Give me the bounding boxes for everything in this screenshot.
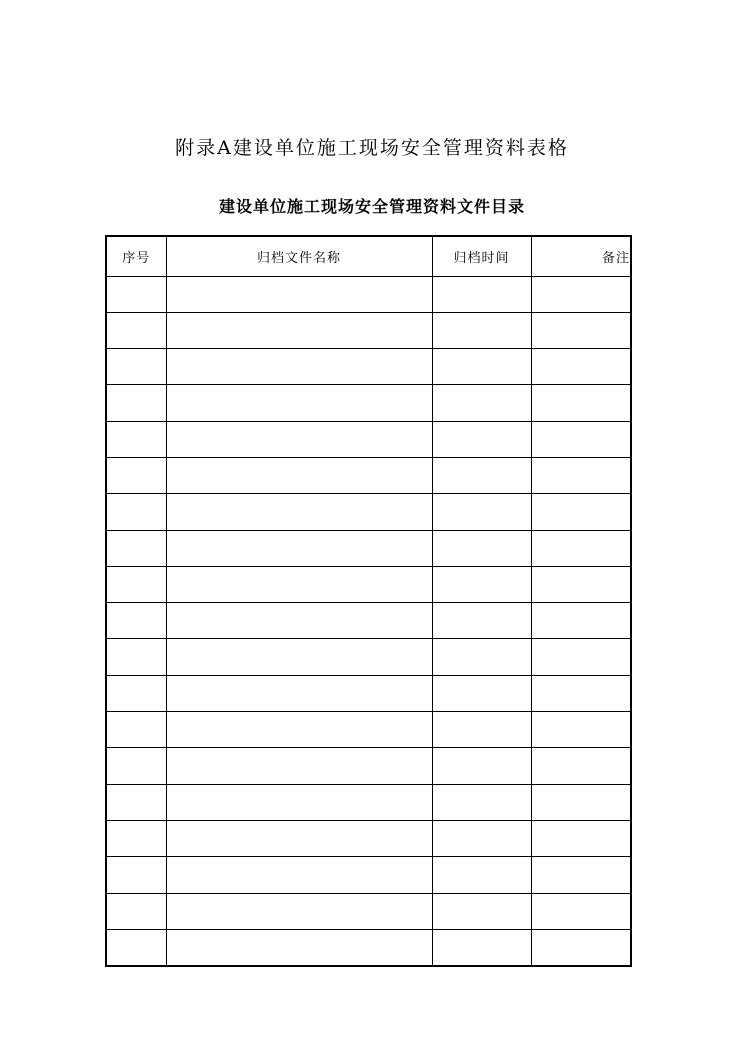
cell-archive-time	[432, 857, 531, 893]
cell-archive-time	[432, 349, 531, 385]
table-row	[106, 748, 631, 784]
table-title: 建设单位施工现场安全管理资料文件目录	[218, 197, 525, 216]
cell-file-name	[166, 385, 432, 421]
cell-remarks	[531, 893, 631, 929]
cell-file-name	[166, 820, 432, 856]
cell-file-name	[166, 784, 432, 820]
cell-file-name	[166, 530, 432, 566]
cell-remarks	[531, 603, 631, 639]
cell-seq	[106, 675, 166, 711]
cell-archive-time	[432, 457, 531, 493]
table-header-row	[106, 236, 631, 276]
table-row	[106, 603, 631, 639]
cell-remarks	[531, 276, 631, 312]
cell-remarks	[531, 494, 631, 530]
cell-remarks	[531, 566, 631, 602]
cell-remarks	[531, 784, 631, 820]
header-archive-time: 归档时间	[432, 236, 531, 276]
cell-seq	[106, 784, 166, 820]
cell-seq	[106, 494, 166, 530]
table-row	[106, 276, 631, 312]
table-row	[106, 421, 631, 457]
cell-file-name	[166, 712, 432, 748]
cell-archive-time	[432, 530, 531, 566]
table-row	[106, 349, 631, 385]
cell-seq	[106, 349, 166, 385]
cell-file-name	[166, 748, 432, 784]
cell-archive-time	[432, 820, 531, 856]
cell-seq	[106, 566, 166, 602]
cell-seq	[106, 421, 166, 457]
cell-seq	[106, 530, 166, 566]
table-row	[106, 457, 631, 493]
cell-seq	[106, 457, 166, 493]
table-row	[106, 494, 631, 530]
cell-seq	[106, 712, 166, 748]
table-row	[106, 385, 631, 421]
cell-file-name	[166, 893, 432, 929]
cell-file-name	[166, 929, 432, 965]
cell-archive-time	[432, 639, 531, 675]
table-row	[106, 820, 631, 856]
cell-archive-time	[432, 421, 531, 457]
cell-archive-time	[432, 675, 531, 711]
cell-seq	[106, 820, 166, 856]
header-remarks: 备注	[531, 236, 631, 276]
cell-seq	[106, 312, 166, 348]
cell-remarks	[531, 639, 631, 675]
cell-remarks	[531, 312, 631, 348]
cell-file-name	[166, 603, 432, 639]
header-seq: 序号	[106, 236, 166, 276]
cell-archive-time	[432, 276, 531, 312]
table-row	[106, 312, 631, 348]
cell-remarks	[531, 712, 631, 748]
cell-archive-time	[432, 566, 531, 602]
cell-archive-time	[432, 603, 531, 639]
cell-archive-time	[432, 893, 531, 929]
cell-remarks	[531, 675, 631, 711]
table-body	[106, 276, 631, 966]
cell-file-name	[166, 494, 432, 530]
cell-remarks	[531, 857, 631, 893]
cell-file-name	[166, 675, 432, 711]
cell-remarks	[531, 421, 631, 457]
cell-seq	[106, 748, 166, 784]
cell-file-name	[166, 857, 432, 893]
cell-archive-time	[432, 748, 531, 784]
directory-table	[105, 235, 632, 967]
table-row	[106, 675, 631, 711]
cell-archive-time	[432, 385, 531, 421]
table-row	[106, 712, 631, 748]
cell-remarks	[531, 820, 631, 856]
cell-archive-time	[432, 312, 531, 348]
table-row	[106, 784, 631, 820]
cell-file-name	[166, 276, 432, 312]
header-file-name: 归档文件名称	[166, 236, 432, 276]
cell-seq	[106, 639, 166, 675]
table-row	[106, 639, 631, 675]
cell-archive-time	[432, 712, 531, 748]
cell-seq	[106, 893, 166, 929]
cell-remarks	[531, 457, 631, 493]
cell-file-name	[166, 421, 432, 457]
cell-seq	[106, 385, 166, 421]
cell-remarks	[531, 349, 631, 385]
table-row	[106, 530, 631, 566]
cell-file-name	[166, 639, 432, 675]
cell-seq	[106, 929, 166, 965]
cell-remarks	[531, 748, 631, 784]
table-row	[106, 929, 631, 965]
cell-archive-time	[432, 784, 531, 820]
cell-seq	[106, 857, 166, 893]
cell-archive-time	[432, 494, 531, 530]
cell-remarks	[531, 385, 631, 421]
cell-seq	[106, 603, 166, 639]
cell-file-name	[166, 312, 432, 348]
cell-remarks	[531, 530, 631, 566]
table-row	[106, 893, 631, 929]
cell-archive-time	[432, 929, 531, 965]
cell-file-name	[166, 349, 432, 385]
cell-file-name	[166, 457, 432, 493]
page-title: 附录A建设单位施工现场安全管理资料表格	[175, 137, 569, 159]
table-row	[106, 566, 631, 602]
cell-seq	[106, 276, 166, 312]
cell-file-name	[166, 566, 432, 602]
cell-remarks	[531, 929, 631, 965]
table-row	[106, 857, 631, 893]
